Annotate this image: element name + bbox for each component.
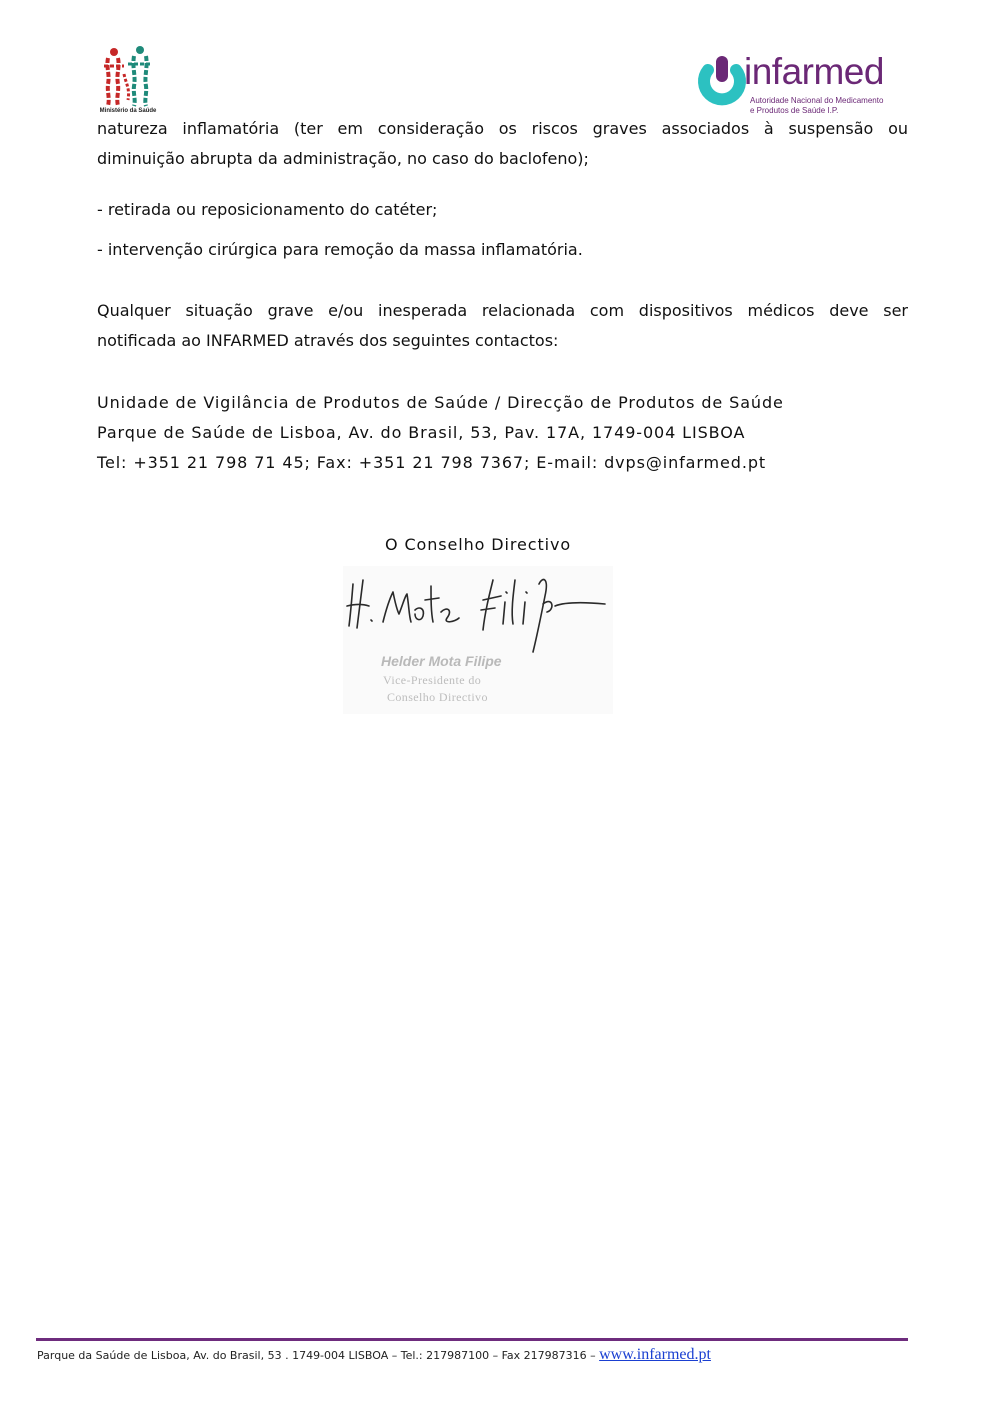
bullet-remove-catheter: - retirada ou reposicionamento do catéter; — [97, 200, 438, 219]
council-title: O Conselho Directivo — [384, 535, 572, 554]
signature-name: Helder Mota Filipe — [381, 653, 502, 669]
ministry-logo-text: Ministério da Saúde — [99, 108, 157, 114]
contact-address: Parque de Saúde de Lisboa, Av. do Brasil, 53, Pav. 17A, 1749-004 LISBOA — [97, 423, 746, 442]
contact-unit: Unidade de Vigilância de Produtos de Saúde / Direcção de Produtos de Saúde — [97, 393, 784, 412]
infarmed-power-icon — [696, 54, 748, 106]
infarmed-subtitle-line2: e Produtos de Saúde I.P. — [750, 106, 839, 115]
infarmed-logo — [696, 50, 896, 120]
infarmed-website-link[interactable]: www.infarmed.pt — [599, 1346, 711, 1363]
paragraph-1-line-2: diminuição abrupta da administração, no caso do baclofeno); — [97, 149, 589, 168]
signature-block — [343, 566, 613, 714]
bullet-surgical-intervention: - intervenção cirúrgica para remoção da massa inflamatória. — [97, 240, 583, 259]
ministry-of-health-logo — [96, 44, 160, 118]
signature-role-line2: Conselho Directivo — [387, 690, 488, 704]
signature-role-line1: Vice-Presidente do — [383, 673, 482, 687]
paragraph-2-line-1: Qualquer situação grave e/ou inesperada relacionada com dispositivos médicos deve ser — [97, 301, 908, 320]
footer — [37, 1346, 711, 1364]
ministry-figures-icon — [96, 44, 160, 108]
infarmed-subtitle-line1: Autoridade Nacional do Medicamento — [750, 96, 884, 105]
contact-phone-email: Tel: +351 21 798 71 45; Fax: +351 21 798 7367; E-mail: dvps@infarmed.pt — [97, 453, 767, 472]
paragraph-1-line-1: natureza inflamatória (ter em consideração os riscos graves associados à suspensão ou — [97, 119, 908, 138]
paragraph-2-line-2: notificada ao INFARMED através dos seguintes contactos: — [97, 331, 559, 350]
infarmed-wordmark: infarmed — [744, 51, 884, 92]
footer-address: Parque da Saúde de Lisboa, Av. do Brasil, 53 . 1749-004 LISBOA – Tel.: 217987100 – Fax 217987316 – — [37, 1349, 600, 1362]
footer-divider — [36, 1338, 908, 1341]
handwritten-signature-icon — [343, 566, 613, 656]
